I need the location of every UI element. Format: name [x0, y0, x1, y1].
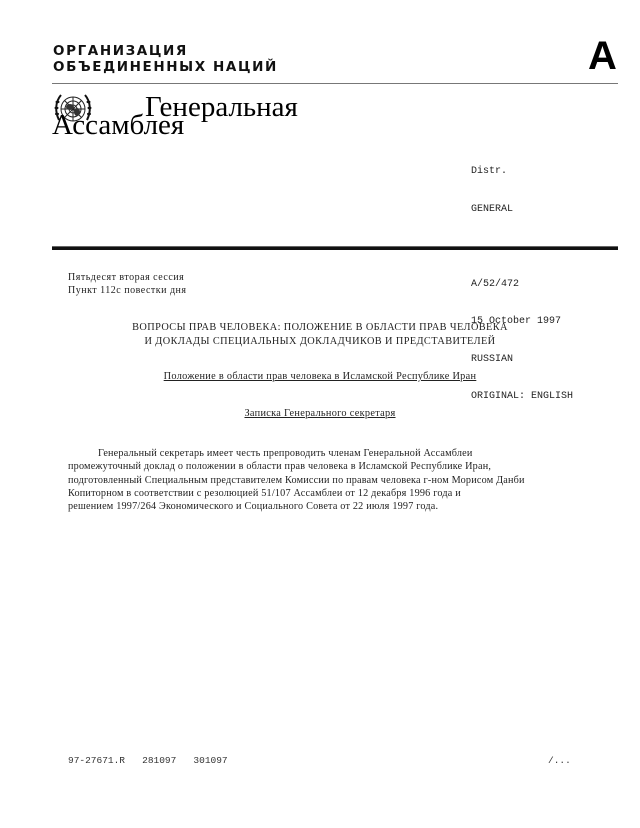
general-assembly-title-line-2: Ассамблея: [52, 109, 185, 141]
body-line: решением 1997/264 Экономического и Социального Совета от 22 июля 1997 года.: [68, 501, 439, 513]
note-title-text: Записка Генерального секретаря: [244, 408, 396, 419]
body-line: подготовленный Специальным представителем Комиссии по правам человека г-ном Морисом Данби: [68, 474, 525, 486]
session-info: [68, 271, 187, 297]
agenda-title-line-2: И ДОКЛАДЫ СПЕЦИАЛЬНЫХ ДОКЛАДЧИКОВ И ПРЕДСТАВИТЕЛЕЙ: [144, 336, 496, 347]
note-title: [60, 408, 580, 419]
document-date: 15 October 1997: [471, 316, 562, 327]
document-symbol: A/52/472: [471, 278, 520, 290]
session-line: Пятьдесят вторая сессия: [68, 272, 185, 283]
distr-label: Distr.: [471, 166, 508, 177]
body-line: Копиторном в соответствии с резолюцией 51/107 Ассамблеи от 12 декабря 1996 года и: [68, 487, 461, 499]
document-language: RUSSIAN: [471, 353, 514, 365]
masthead-rule: [52, 246, 618, 250]
general-assembly-title-line-1: Генеральная: [145, 91, 298, 123]
job-number: 97-27671.R 281097 301097: [68, 755, 228, 766]
subtitle-text: Положение в области прав человека в Исламской Республике Иран: [163, 371, 477, 382]
agenda-item-line: Пункт 112с повестки дня: [68, 285, 187, 296]
organization-name: [53, 43, 278, 75]
body-line: промежуточный доклад о положении в области прав человека в Исламской Республике Иран,: [68, 461, 492, 473]
original-language: ORIGINAL: ENGLISH: [471, 391, 574, 402]
org-line-1: ОРГАНИЗАЦИЯ: [53, 43, 188, 59]
body-line: Генеральный секретарь имеет честь препроводить членам Генеральной Ассамблеи: [98, 448, 473, 459]
agenda-title-line-1: ВОПРОСЫ ПРАВ ЧЕЛОВЕКА: ПОЛОЖЕНИЕ В ОБЛАСТИ ПРАВ ЧЕЛОВЕКА: [132, 322, 508, 333]
agenda-title: [60, 321, 580, 349]
continuation-marker: /...: [548, 755, 571, 766]
subtitle: [60, 371, 580, 382]
header-divider: [52, 83, 618, 84]
series-letter: A: [588, 34, 617, 78]
distribution-type: GENERAL: [471, 203, 514, 215]
body-paragraph: [68, 447, 580, 513]
org-line-2: ОБЪЕДИНЕННЫХ НАЦИЙ: [53, 59, 278, 75]
